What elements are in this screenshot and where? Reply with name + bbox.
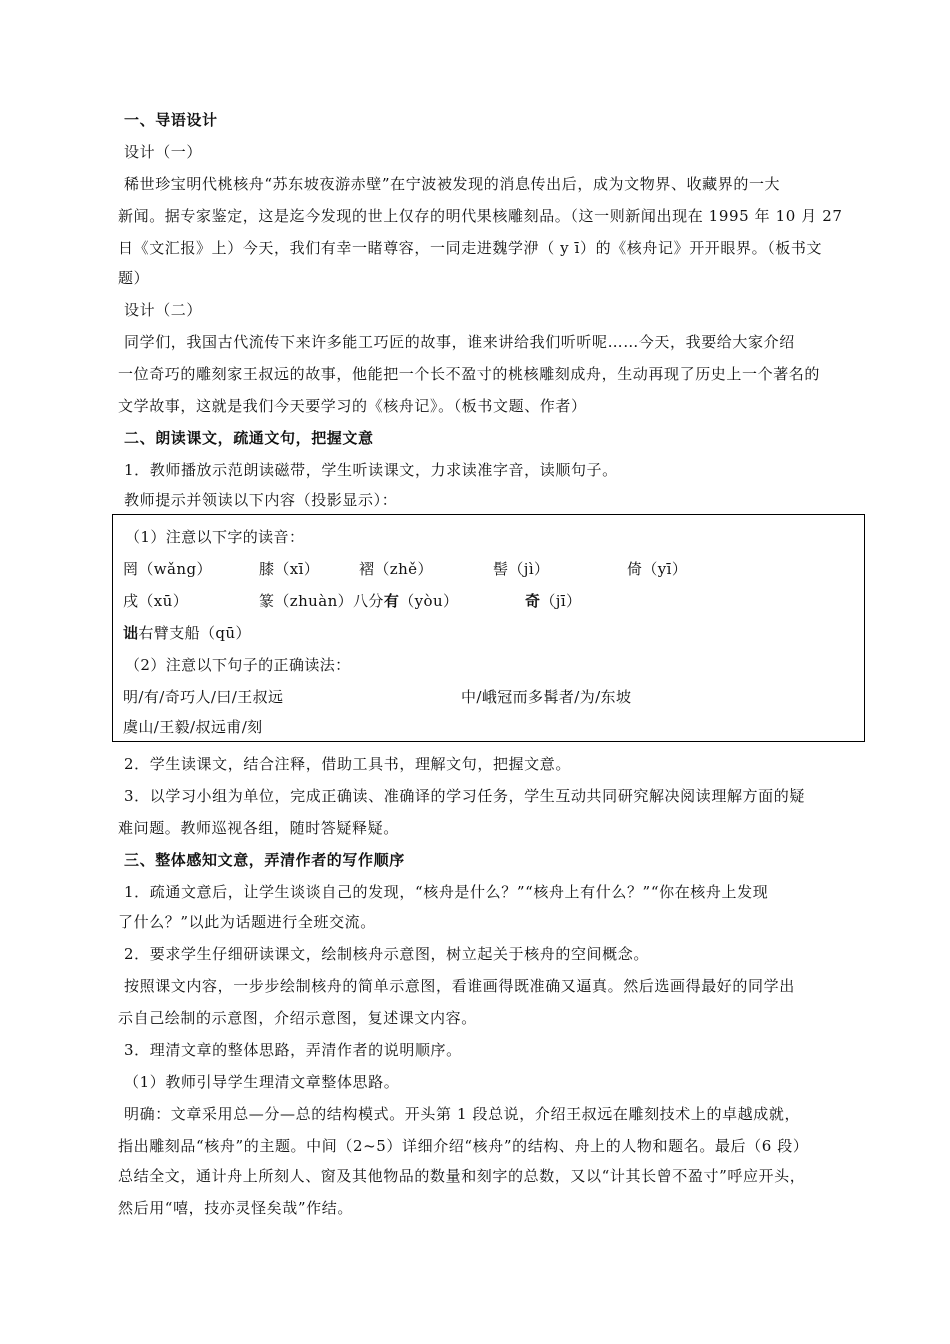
- list-item: （1）教师引导学生理清文章整体思路。: [124, 1073, 400, 1091]
- pronunciation-item: [123, 623, 251, 643]
- paragraph-line: 日《文汇报》上）今天，我们有幸一睹尊容，一同走进魏学洢（ y ī）的《核舟记》开开眼界。（板书文: [118, 239, 823, 257]
- paragraph-line: 新闻。据专家鉴定，这是迄今发现的世上仅存的明代果核雕刻品。（这一则新闻出现在 1995 年 10 月 27: [118, 207, 843, 225]
- paragraph-line: 同学们，我国古代流传下来许多能工巧匠的故事，谁来讲给我们听听呢……今天，我要给大家介绍: [124, 333, 795, 351]
- paragraph-line: 题）: [118, 269, 150, 287]
- pronunciation-item: 髻（jì）: [493, 560, 550, 578]
- paragraph-line: 总结全文，通计舟上所刻人、窗及其他物品的数量和刻字的总数，又以“计其长曾不盈寸”呼应开头，: [118, 1167, 806, 1185]
- design-2-label: 设计（二）: [124, 301, 203, 319]
- projection-box: [112, 514, 865, 742]
- list-item: 1．教师播放示范朗读磁带，学生听读课文，力求读准字音，读顺句子。: [124, 461, 618, 479]
- paragraph-line: 明确：文章采用总—分—总的结构模式。开头第 1 段总说，介绍王叔远在雕刻技术上的卓越成就，: [124, 1105, 801, 1123]
- emphasis-char: 奇: [525, 592, 541, 610]
- reading-sentence: 虞山/王毅/叔远甫/刻: [123, 718, 263, 736]
- paragraph-line: 文学故事，这就是我们今天要学习的《核舟记》。（板书文题、作者）: [118, 397, 587, 415]
- paragraph-line: 示自己绘制的示意图，介绍示意图，复述课文内容。: [118, 1009, 477, 1027]
- pronunciation-text: 右臂支船（qū）: [138, 624, 251, 642]
- design-1-label: 设计（一）: [124, 143, 203, 161]
- paragraph-line: 了什么？”以此为话题进行全班交流。: [118, 913, 376, 931]
- list-item: 2．学生读课文，结合注释，借助工具书，理解文句，把握文意。: [124, 755, 571, 773]
- emphasis-char: 诎: [123, 624, 139, 642]
- section-heading-overview: 三、整体感知文意，弄清作者的写作顺序: [124, 851, 405, 869]
- list-item: 1．疏通文意后，让学生谈谈自己的发现，“核舟是什么？”“核舟上有什么？”“你在核舟上发现: [124, 883, 769, 901]
- paragraph-line: 稀世珍宝明代桃核舟“苏东坡夜游赤壁”在宁波被发现的消息传出后，成为文物界、收藏界的一大: [124, 175, 781, 193]
- emphasis-char: 有: [383, 592, 400, 610]
- paragraph-line: 一位奇巧的雕刻家王叔远的故事，他能把一个长不盈寸的桃核雕刻成舟，生动再现了历史上一个著名的: [118, 365, 821, 383]
- paragraph-line: 指出雕刻品“核舟”的主题。中间（2~5）详细介绍“核舟”的结构、舟上的人物和题名。最后（6 段）: [118, 1137, 809, 1155]
- pronunciation-text: （yòu）: [399, 592, 459, 610]
- pronunciation-item: 褶（zhě）: [359, 560, 433, 578]
- paragraph-line: 难问题。教师巡视各组，随时答疑释疑。: [118, 819, 399, 837]
- pronunciation-text: 篆（zhuàn）八分: [259, 592, 384, 610]
- pronunciation-item: 膝（xī）: [259, 560, 320, 578]
- list-item: 3．理清文章的整体思路，弄清作者的说明顺序。: [124, 1041, 462, 1059]
- section-heading-reading: 二、朗读课文，疏通文句，把握文意: [124, 429, 374, 447]
- pronunciation-item: 戌（xū）: [123, 592, 189, 610]
- pronunciation-note: （1）注意以下字的读音：: [125, 528, 305, 546]
- pronunciation-text: （jī）: [540, 592, 582, 610]
- pronunciation-item: [259, 591, 458, 611]
- list-item: 3．以学习小组为单位，完成正确读、准确译的学习任务，学生互动共同研究解决阅读理解方面的疑: [124, 787, 805, 805]
- reading-sentence: 中/峨冠而多髯者/为/东坡: [461, 688, 632, 706]
- reading-sentence: 明/有/奇巧人/曰/王叔远: [123, 688, 284, 706]
- list-item: 2．要求学生仔细研读课文，绘制核舟示意图，树立起关于核舟的空间概念。: [124, 945, 649, 963]
- paragraph-line: 然后用“嘻，技亦灵怪矣哉”作结。: [118, 1199, 353, 1217]
- pronunciation-item: 罔（wǎng）: [123, 560, 212, 578]
- pronunciation-item: [525, 591, 581, 611]
- list-item: 教师提示并领读以下内容（投影显示）：: [124, 491, 398, 509]
- paragraph-line: 按照课文内容，一步步绘制核舟的简单示意图，看谁画得既准确又逼真。然后选画得最好的同学出: [124, 977, 795, 995]
- section-heading-intro: 一、导语设计: [124, 111, 218, 129]
- reading-note: （2）注意以下句子的正确读法：: [125, 656, 351, 674]
- pronunciation-item: 倚（yī）: [627, 560, 688, 578]
